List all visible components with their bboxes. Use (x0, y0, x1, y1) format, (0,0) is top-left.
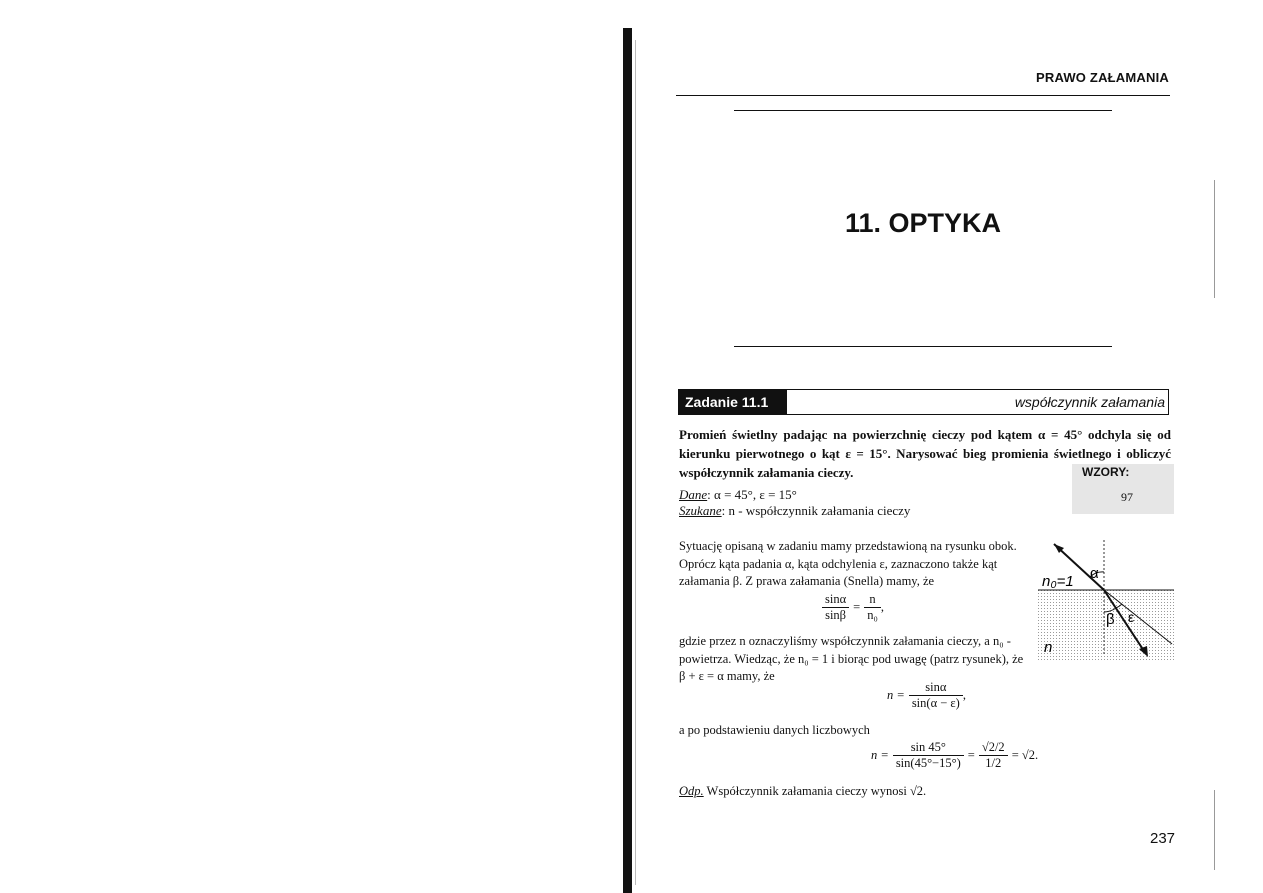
task-topic: współczynnik załamania (1014, 394, 1165, 410)
solution-paragraph-2: gdzie przez n oznaczyliśmy współczynnik załamania cieczy, a n₀ - powietrza. Wiedząc, że n₀ = 1 i biorąc pod uwagę (patrz rysunek), że β + ε = α mamy, że (679, 634, 1024, 683)
eq1-den-left: sinβ (825, 608, 847, 622)
beta-label: β (1106, 611, 1115, 628)
page-edge (1214, 790, 1215, 870)
page-edge (1214, 180, 1215, 298)
index-formula: n = $\frac{\sin\alpha}{\sin(\alpha - \varepsilon)}$ , (887, 680, 966, 710)
eq3-num1: sin 45° (893, 740, 964, 756)
eq2-den: sin(α − ε) (911, 696, 960, 710)
wzory-number: 97 (1121, 490, 1133, 504)
eq3-den1: sin(45°−15°) (895, 756, 961, 770)
task-label: Zadanie 11.1 (678, 389, 787, 415)
alpha-label: α (1090, 565, 1099, 582)
answer-label: Odp. (679, 784, 704, 798)
eq1-num-left: sinα (822, 592, 849, 608)
refraction-figure (1038, 536, 1174, 660)
chapter-title: 11. OPTYKA (844, 208, 1002, 238)
n0-label: n₀=1 (1042, 573, 1074, 590)
chapter-rule-bottom (734, 346, 1112, 347)
eq2-num: sinα (909, 680, 963, 696)
problem-statement: Promień świetlny padając na powierzchnię cieczy pod kątem α = 45° odchyla się od kierunku pierwotnego o kąt ε = 15°. Narysować bieg promienia świetlnego i obliczyć współczynnik załamania cieczy. (679, 427, 1171, 480)
sought-value: : n - współczynnik załamania cieczy (721, 503, 911, 518)
numeric-formula: n = $\frac{\sin 45^\circ}{\sin(45^\circ-15^\circ)}$ = $\frac{√2/2}{1/2}$ = √2. (871, 740, 1039, 770)
eq3-result: = √2. (1011, 748, 1039, 762)
snell-equation: $\frac{\sin\alpha}{\sin\beta}$ = $\frac{n}{\text{n₀}}$ , (822, 592, 884, 623)
epsilon-label: ε (1128, 609, 1135, 625)
eq3-den2: 1/2 (985, 756, 1002, 770)
eq3-lhs: n = (871, 748, 889, 762)
eq2-lhs: n = (887, 688, 905, 702)
sought-line (679, 502, 910, 520)
solution-paragraph-1: Sytuację opisaną w zadaniu mamy przedstawioną na rysunku obok. Oprócz kąta padania α, kąta odchylenia ε, zaznaczono także kąt załamania β. Z prawa załamania (Snella) mamy, że (679, 539, 1017, 588)
book-spine (623, 28, 632, 893)
eq1-den-right: n₀ (867, 608, 878, 622)
eq3-num2: √2/2 (979, 740, 1008, 756)
answer-line (679, 784, 926, 799)
given-label: Dane (679, 487, 708, 502)
wzory-label: WZORY: (1082, 465, 1130, 479)
sought-label: Szukane (679, 503, 722, 518)
spine-shadow (635, 40, 636, 885)
solution-paragraph-3: a po podstawieniu danych liczbowych (679, 723, 870, 737)
given-value: : α = 45°, ε = 15° (707, 487, 797, 502)
n-label: n (1044, 639, 1053, 656)
running-header: PRAWO ZAŁAMANIA (1036, 70, 1169, 85)
header-rule (676, 95, 1170, 96)
answer-text: Współczynnik załamania cieczy wynosi √2. (703, 784, 927, 798)
chapter-rule-top (734, 110, 1112, 111)
eq1-num-right: n (864, 592, 881, 608)
page-number: 237 (1150, 830, 1176, 847)
